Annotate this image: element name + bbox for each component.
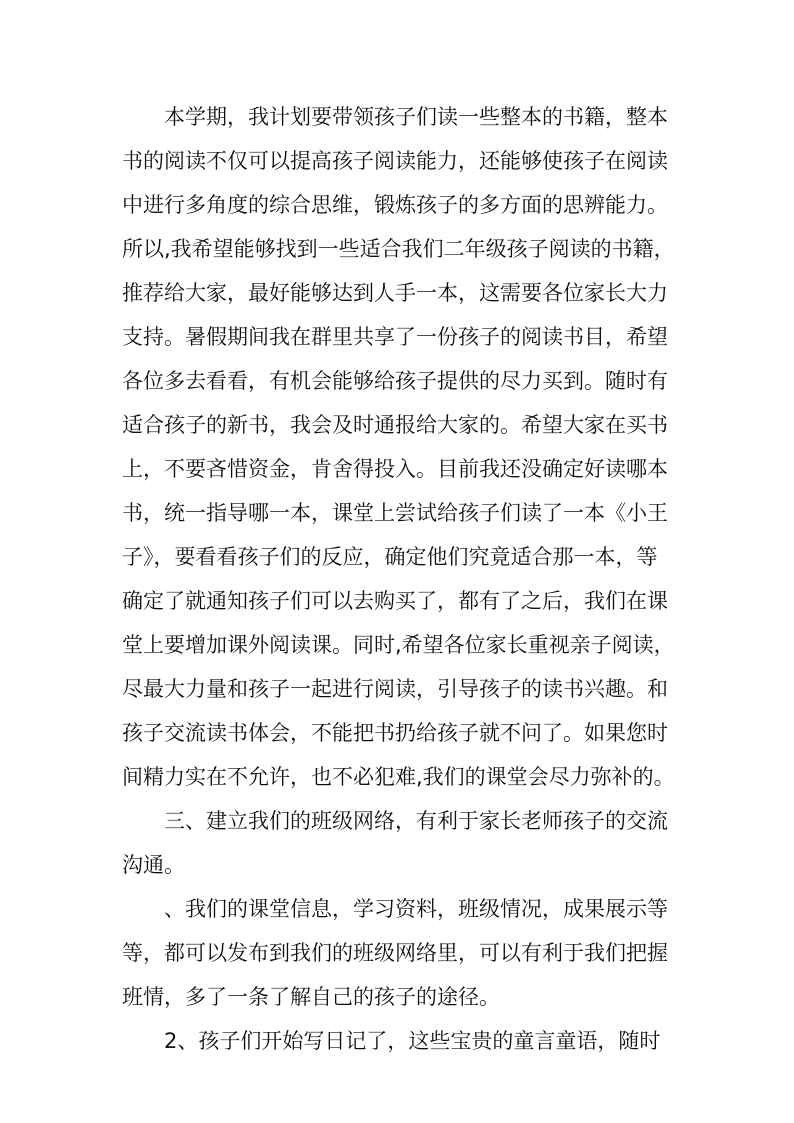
text-line: 孩子交流读书体会，不能把书扔给孩子就不问了。如果您时 [122,721,668,745]
text-line: 等，都可以发布到我们的班级网络里，可以有利于我们把握 [122,941,668,965]
text-line: 、我们的课堂信息，学习资料，班级情况，成果展示等 [164,897,668,921]
text-line: 适合孩子的新书，我会及时通报给大家的。希望大家在买书 [122,413,668,437]
text-line: 堂上要增加课外阅读课。同时,希望各位家长重视亲子阅读， [122,633,675,657]
text-line: 尽最大力量和孩子一起进行阅读，引导孩子的读书兴趣。和 [122,677,668,701]
text-line: 2、孩子们开始写日记了，这些宝贵的童言童语，随时 [164,1029,661,1053]
text-line: 推荐给大家，最好能够达到人手一本，这需要各位家长大力 [122,281,668,305]
text-line: 书，统一指导哪一本，课堂上尝试给孩子们读了一本《小王 [122,501,668,525]
text-line: 上，不要吝惜资金，肯舍得投入。目前我还没确定好读哪本 [122,457,668,481]
text-line: 本学期，我计划要带领孩子们读一些整本的书籍，整本 [164,105,668,129]
text-line: 沟通。 [122,853,185,877]
text-line: 中进行多角度的综合思维，锻炼孩子的多方面的思辨能力。 [122,193,668,217]
text-line: 各位多去看看，有机会能够给孩子提供的尽力买到。随时有 [122,369,668,393]
text-line: 确定了就通知孩子们可以去购买了，都有了之后，我们在课 [122,589,668,613]
text-line: 所以,我希望能够找到一些适合我们二年级孩子阅读的书籍， [122,237,675,261]
text-line: 间精力实在不允许，也不必犯难,我们的课堂会尽力弥补的。 [122,765,675,789]
text-line: 支持。暑假期间我在群里共享了一份孩子的阅读书目，希望 [122,325,668,349]
text-line: 书的阅读不仅可以提高孩子阅读能力，还能够使孩子在阅读 [122,149,668,173]
text-line: 子》，要看看孩子们的反应，确定他们究竟适合那一本，等 [122,545,658,569]
section-heading: 三、建立我们的班级网络，有利于家长老师孩子的交流 [164,809,668,833]
text-line: 班情，多了一条了解自己的孩子的途径。 [122,985,500,1009]
